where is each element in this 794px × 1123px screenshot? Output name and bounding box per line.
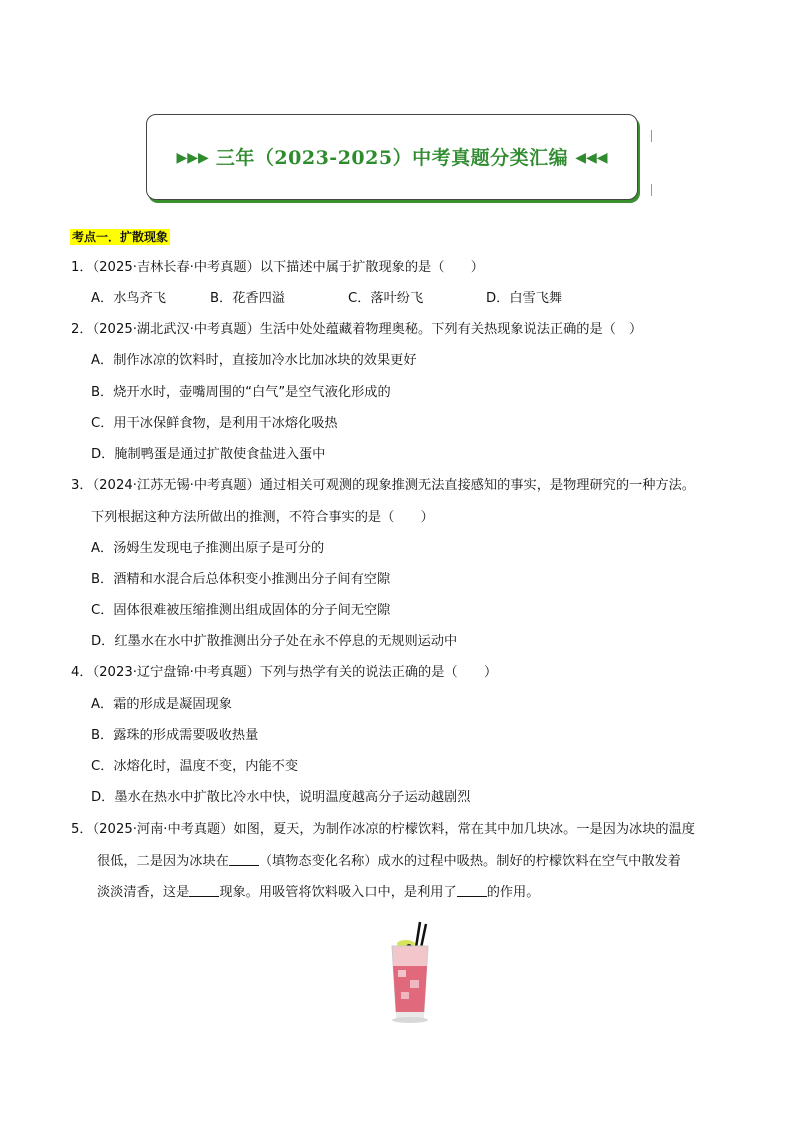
left-arrows-icon: ◀◀◀ [575, 150, 608, 166]
question-3-option-a: A．汤姆生发现电子推测出原子是可分的 [91, 541, 325, 556]
question-2-option-b: B．烧开水时，壶嘴周围的“白气”是空气液化形成的 [91, 385, 391, 400]
question-1-option-d: D．白雪飞舞 [486, 291, 563, 306]
question-1-option-b: B．花香四溢 [210, 291, 285, 306]
question-5-line2: 很低，二是因为冰块在 （填物态变化名称）成水的过程中吸热。制好的柠檬饮料在空气中散发着 [97, 854, 681, 869]
question-1-option-c: C．落叶纷飞 [348, 291, 424, 306]
answer-blank-2[interactable] [189, 884, 219, 897]
question-4-stem: 4．（2023·辽宁盘锦·中考真题）下列与热学有关的说法正确的是（ ） [71, 665, 498, 680]
margin-mark [651, 184, 652, 196]
question-3-stem-line2: 下列根据这种方法所做出的推测，不符合事实的是（ ） [91, 510, 434, 525]
question-1-stem: 1．（2025·吉林长春·中考真题）以下描述中属于扩散现象的是（ ） [71, 260, 484, 275]
question-2-option-a: A．制作冰凉的饮料时，直接加冷水比加冰块的效果更好 [91, 353, 417, 368]
answer-blank-3[interactable] [457, 884, 487, 897]
question-5-line3: 淡淡清香，这是 现象。用吸管将饮料吸入口中，是利用了 的作用。 [97, 885, 540, 900]
question-2-option-c: C．用干冰保鲜食物，是利用干冰熔化吸热 [91, 416, 338, 431]
title-banner [146, 114, 638, 200]
question-2-stem: 2．（2025·湖北武汉·中考真题）生活中处处蕴藏着物理奥秘。下列有关热现象说法正确的是（ ） [71, 322, 643, 337]
question-3-option-d: D．红墨水在水中扩散推测出分子处在永不停息的无规则运动中 [91, 634, 458, 649]
question-5-stem: 5．（2025·河南·中考真题）如图，夏天，为制作冰凉的柠檬饮料，常在其中加几块冰。一是因为冰块的温度 [71, 822, 695, 837]
question-1-option-a: A．水鸟齐飞 [91, 291, 166, 306]
margin-mark [651, 130, 652, 142]
question-3-option-c: C．固体很难被压缩推测出组成固体的分子间无空隙 [91, 603, 391, 618]
question-3-stem: 3．（2024·江苏无锡·中考真题）通过相关可观测的现象推测无法直接感知的事实，是物理研究的一种方法。 [71, 478, 695, 493]
question-4-option-a: A．霜的形成是凝固现象 [91, 697, 232, 712]
page-title: 三年（2023-2025）中考真题分类汇编 [215, 147, 569, 169]
question-4-option-c: C．冰熔化时，温度不变，内能不变 [91, 759, 299, 774]
right-arrows-icon: ▶▶▶ [176, 150, 209, 166]
answer-blank-1[interactable] [229, 853, 259, 866]
section-tag: 考点一．扩散现象 [72, 230, 169, 244]
question-4-option-b: B．露珠的形成需要吸收热量 [91, 728, 259, 743]
question-3-option-b: B．酒精和水混合后总体积变小推测出分子间有空隙 [91, 572, 391, 587]
banner-title [147, 143, 637, 170]
question-2-option-d: D．腌制鸭蛋是通过扩散使食盐进入蛋中 [91, 447, 326, 462]
question-4-option-d: D．墨水在热水中扩散比冷水中快，说明温度越高分子运动越剧烈 [91, 790, 471, 805]
lemon-drink-image [382, 920, 440, 1024]
